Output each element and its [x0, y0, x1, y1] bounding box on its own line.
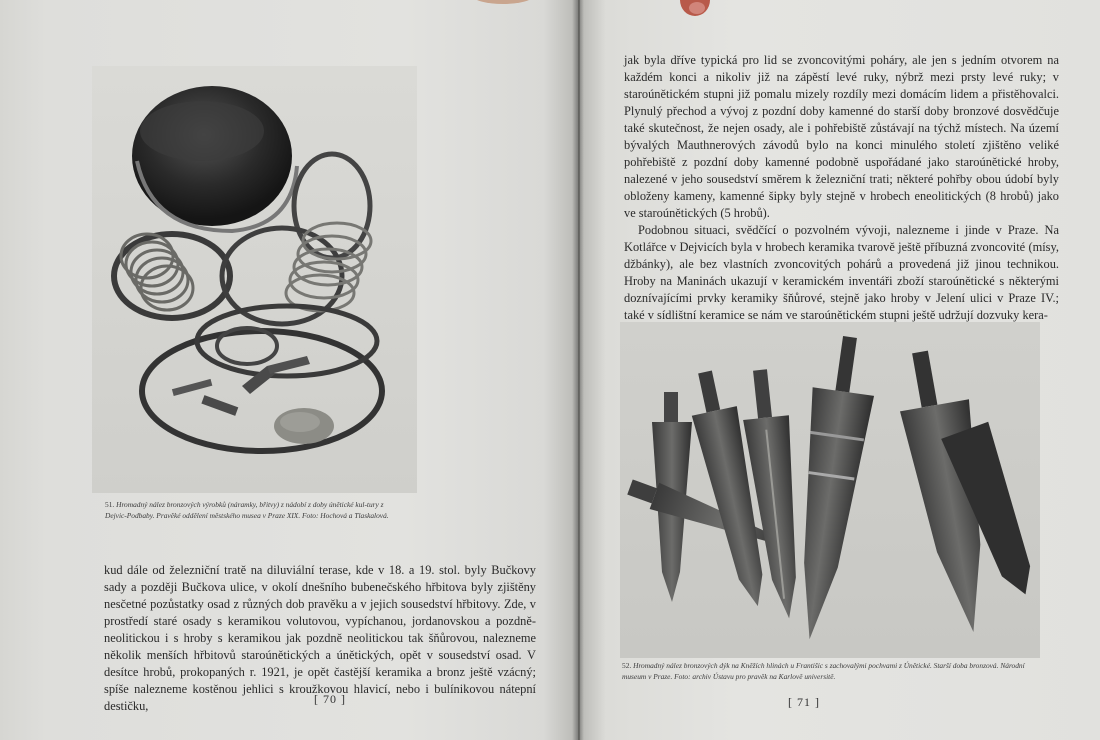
finger-tips — [425, 0, 725, 24]
left-paragraph: kud dále od železniční tratě na diluviální terase, kde v 18. a 19. stol. byly Bučkovy sady a později Bučkova ulice, v okolí dnešního bubenečského hřbitova byly zjištěny nesčetné pozůstatky osad z různých dob pravěku a v jejich sousedství hřbitovy. Zde, v prostředí staré osady s keramikou volutovou, vypíchanou, jordanovskou a pozdně-neolitickou i s hroby s keramikou jak pozdně neolitickou tak šňůrovou, nalezneme několik menších hřbitovů staroúnětických a únětických, opět v sousedství osad. V desítce hrobů, prokopaných r. 1921, je opět častější keramika a bronz ještě vzácný; spíše nalezneme kostěnou jehlici s kroužkovou hlavicí, nebo i bulínikovou nátepní destičku, — [104, 563, 536, 713]
right-paragraph-2: Podobnou situaci, svědčící o pozvolném vývoji, nalezneme i jinde v Praze. Na Kotlářce v Dejvicích byla v hrobech keramika tvarově ještě příbuzná zvoncovité (mísy, džbánky), ale bez vlastních zvoncovitých pohárů a provedená již jinou technikou. Hroby na Maninách ukazují v keramickém inventáři zboží staroúnětické s některými doznívajícími prvky keramiky šňůrové, stejně jako hroby v Jelení ulici v Praze IV.; také v sídlištní keramice se nám ve staroúnětickém stupni ještě udržují dozvuky kera- — [624, 223, 1059, 322]
figure-51-caption — [105, 499, 405, 521]
figure-52-number: 52. — [622, 661, 632, 670]
hoard-photo — [92, 66, 417, 493]
figure-52-caption-text: Hromadný nález bronzových dýk na Kněžích hlinách u Františic s zachovalými pochvami z Únětické. Starší doba bronzová. Národní museum v Praze. Foto: archiv Ústavu pro pravěk na Karlově universitě. — [622, 661, 1025, 681]
right-paragraph-1: jak byla dříve typická pro lid se zvoncovitými poháry, ale jen s jedním otvorem na každém konci a nikoliv již na zápěstí levé ruky, nýbrž mezi prsty levé ruky; v staroúnětickém stupni již pomalu mizely rozdíly mezi domácím lidem a přistěhovalci. Plynulý přechod a vývoj z pozdní doby kamenné do starší doby bronzové dosvědčuje také skutečnost, že nejen osady, ale i pohřebiště zůstávají na týchž místech. Na území bývalých Mauthnerových závodů bylo na konci minulého století zjištěno veliké pohřebiště z pozdní doby kamenné podobně uspořádané jako staroúnětické hroby, nalezené v jeho sousedství směrem k železniční trati; některé pohřby obou údobí byly obloženy kameny, kamenné šipky byly stejně v hrobech eneolitických (8 hrobů) jako ve staroúnětických (5 hrobů). — [624, 53, 1059, 220]
right-page — [580, 0, 1100, 740]
daggers-photo — [620, 322, 1040, 658]
right-page-number: [ 71 ] — [788, 695, 820, 709]
bronze-hoard-image — [92, 66, 417, 493]
figure-51-caption-text: Hromadný nález bronzových výrobků (náramky, břitvy) z nádobí z doby únětické kul-tury z Dejvic-Podbaby. Pravěké oddělení městského musea v Praze XIX. Foto: Hochová a Tlaskalová. — [105, 500, 389, 520]
figure-51-number: 51. — [105, 500, 115, 509]
figure-52-caption — [622, 660, 1040, 682]
right-body-text — [624, 52, 1059, 324]
bronze-daggers-image — [620, 322, 1040, 658]
book-gutter — [572, 0, 584, 740]
left-page-number: [ 70 ] — [314, 692, 346, 706]
